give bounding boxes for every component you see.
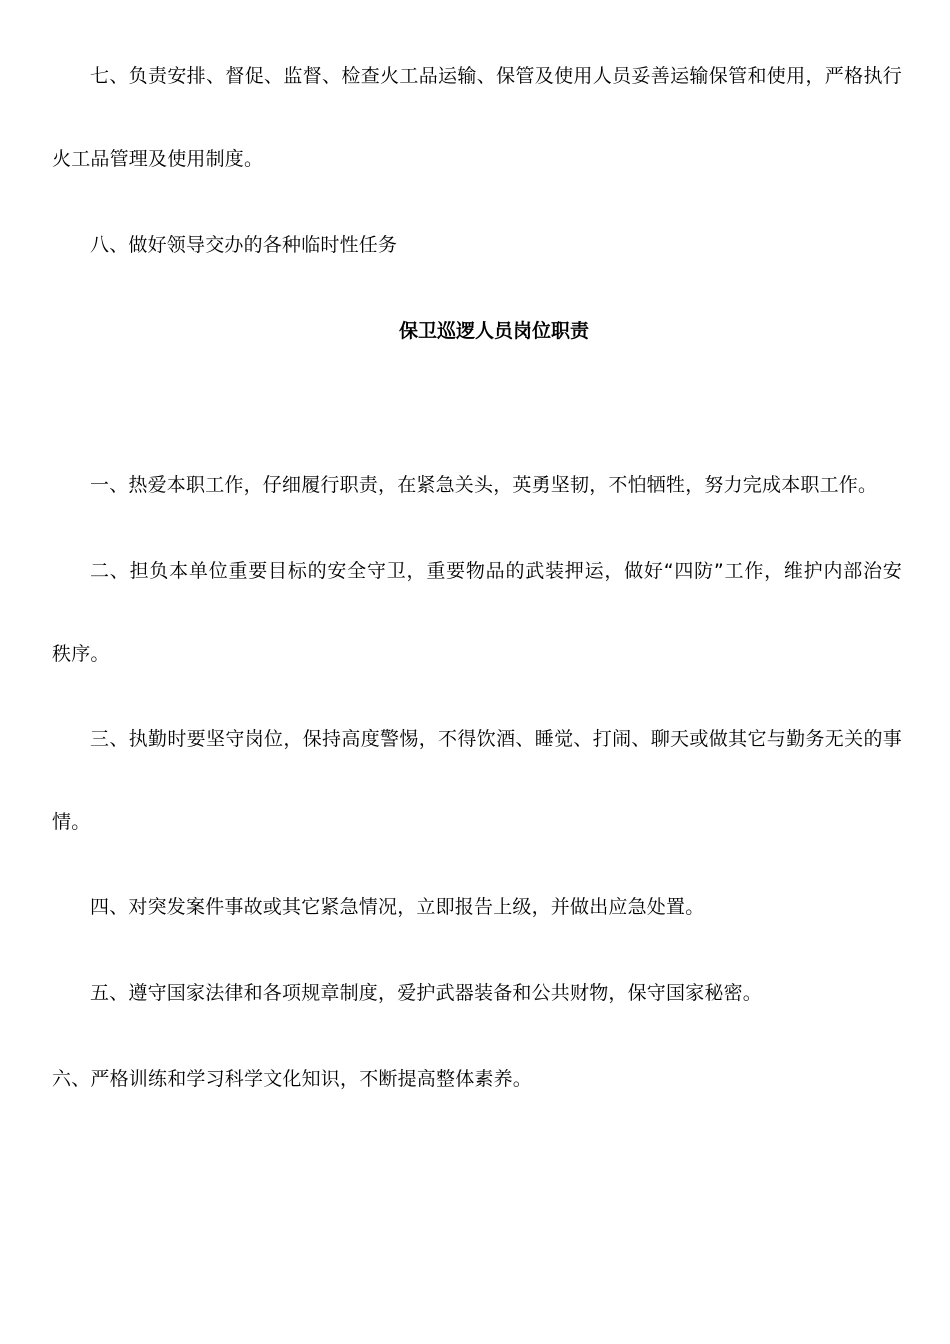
item-8: 八、做好领导交办的各种临时性任务 bbox=[90, 234, 398, 256]
duty-item-1: 一、热爱本职工作，仔细履行职责，在紧急关头，英勇坚韧，不怕牺牲，努力完成本职工作。 bbox=[90, 474, 878, 496]
duty-item-2-line-2: 秩序。 bbox=[52, 643, 110, 665]
duty-item-2-line-1: 二、担负本单位重要目标的安全守卫，重要物品的武装押运，做好“四防”工作，维护内部治安 bbox=[90, 560, 902, 582]
duty-item-3-line-1: 三、执勤时要坚守岗位，保持高度警惕，不得饮酒、睡觉、打闹、聊天或做其它与勤务无关的事 bbox=[90, 728, 902, 750]
duty-item-5: 五、遵守国家法律和各项规章制度，爱护武器装备和公共财物，保守国家秘密。 bbox=[90, 982, 763, 1004]
duty-item-3-line-2: 情。 bbox=[52, 811, 91, 833]
item-7-line-1: 七、负责安排、督促、监督、检查火工品运输、保管及使用人员妥善运输保管和使用，严格执行 bbox=[90, 65, 902, 87]
item-7-line-2: 火工品管理及使用制度。 bbox=[52, 148, 264, 170]
section-title: 保卫巡逻人员岗位职责 bbox=[398, 320, 589, 342]
duty-item-6: 六、严格训练和学习科学文化知识，不断提高整体素养。 bbox=[52, 1068, 533, 1090]
duty-item-4: 四、对突发案件事故或其它紧急情况，立即报告上级，并做出应急处置。 bbox=[90, 896, 705, 918]
